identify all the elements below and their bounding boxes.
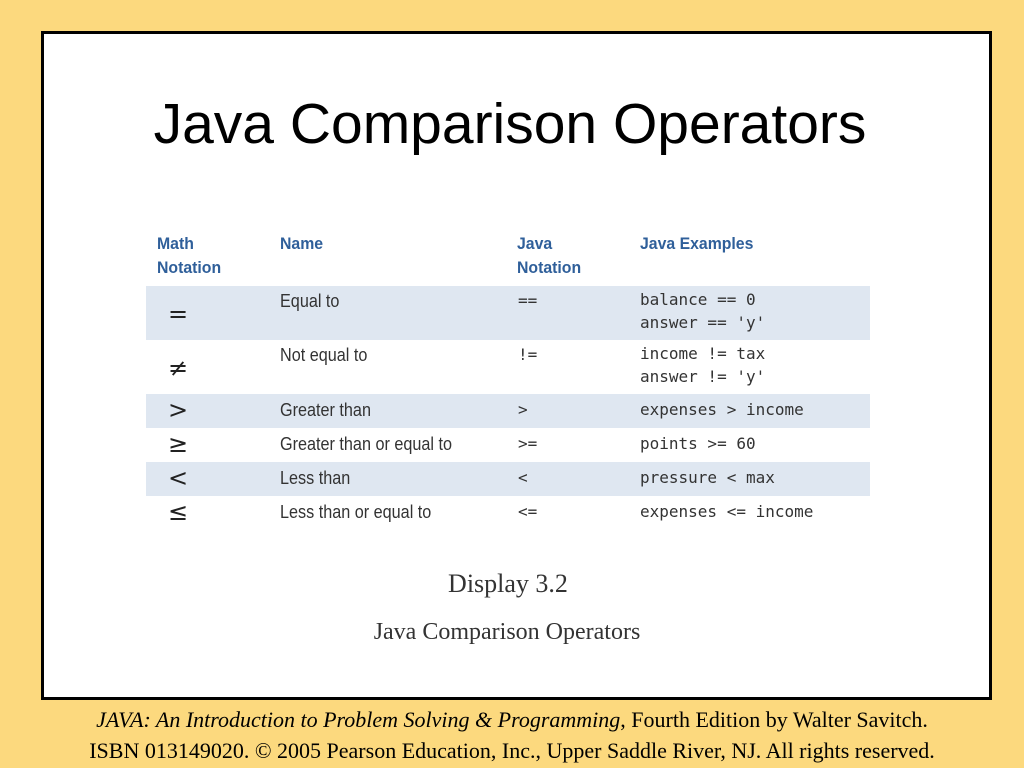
java-example: expenses <= income [640,502,814,521]
footer-book-rest: , Fourth Edition by Walter Savitch. [620,707,928,732]
math-symbol-greater: > [168,396,189,424]
java-example: expenses > income [640,400,804,419]
java-operator: > [518,400,528,419]
table-row [146,496,870,530]
table-row [146,286,870,340]
operator-name: Not equal to [280,345,368,365]
display-number: Display 3.2 [448,569,568,598]
operator-name: Greater than [280,400,371,420]
table-row [146,428,870,462]
operator-name: Less than or equal to [280,502,432,522]
slide-title [0,92,1024,156]
slide-footer [0,704,1024,766]
table-header-row [146,226,870,286]
header-java-line2: Notation [517,258,582,277]
math-symbol-equal: = [168,300,189,328]
table-row [146,394,870,428]
java-operator: != [518,345,538,364]
table-row [146,462,870,496]
header-math-notation [157,232,221,280]
operator-name: Equal to [280,291,340,311]
operator-name: Greater than or equal to [280,434,453,454]
operator-name: Less than [280,468,351,488]
java-operator: >= [518,434,538,453]
footer-line-2: ISBN 013149020. © 2005 Pearson Education, Inc., Upper Saddle River, NJ. All rights reserved. [89,738,935,763]
comparison-operators-table [146,226,870,530]
java-example: points >= 60 [640,434,756,453]
footer-book-title: JAVA: An Introduction to Problem Solving & Programming [96,707,621,732]
table-row [146,340,870,394]
slide-title-text: Java Comparison Operators [153,92,867,156]
math-symbol-less: < [168,464,189,492]
java-operator: == [518,291,538,310]
java-example: income != tax answer != 'y' [640,344,766,386]
header-math-line2: Notation [157,258,222,277]
math-symbol-greater-equal: ≥ [168,430,189,458]
java-operator: <= [518,502,538,521]
display-caption: Java Comparison Operators [373,619,641,645]
java-operator: < [518,468,528,487]
math-symbol-not-equal: ≠ [168,354,189,382]
header-java-notation [517,232,581,280]
math-symbol-less-equal: ≤ [168,498,189,526]
header-java-line1: Java [517,234,553,253]
java-example: balance == 0 answer == 'y' [640,290,766,332]
header-math-line1: Math [157,234,194,253]
footer-line-1 [0,704,1024,735]
header-java-examples: Java Examples [640,234,754,253]
header-name: Name [280,234,324,253]
java-example: pressure < max [640,468,775,487]
